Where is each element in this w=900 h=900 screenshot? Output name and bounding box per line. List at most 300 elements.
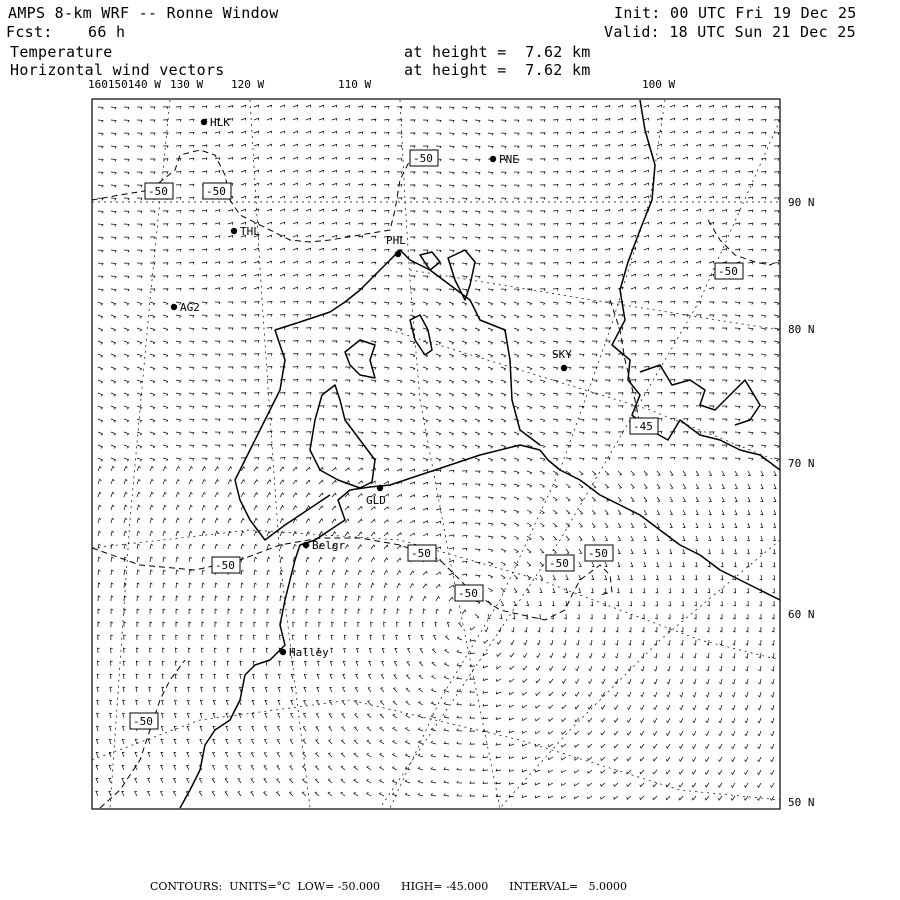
wind-vector — [280, 183, 285, 185]
wind-vector — [553, 393, 558, 396]
wind-vector — [592, 419, 597, 421]
wind-vector — [758, 666, 761, 671]
wind-vector — [406, 741, 411, 745]
wind-vector — [575, 744, 579, 747]
coast-inland — [235, 330, 330, 540]
wind-vector — [215, 288, 220, 290]
wind-vector — [501, 224, 506, 226]
wind-vector — [527, 419, 532, 422]
wind-vector — [371, 197, 376, 199]
wind-vector — [150, 146, 155, 148]
wind-vector — [228, 315, 233, 317]
wind-vector — [514, 198, 519, 200]
wind-vector — [319, 302, 324, 304]
wind-vector — [431, 741, 436, 744]
wind-vector — [605, 380, 610, 382]
wind-vector — [470, 716, 475, 718]
wind-vector — [761, 484, 763, 489]
wind-vector — [358, 302, 363, 304]
wind-vector — [449, 354, 454, 357]
wind-vector — [436, 328, 441, 331]
wind-vector — [267, 354, 272, 356]
wind-vector — [291, 714, 293, 719]
wind-vector — [536, 705, 540, 708]
field-2-height: at height = 7.62 km — [404, 61, 591, 79]
wind-vector — [202, 505, 205, 510]
wind-vector — [176, 250, 181, 252]
wind-vector — [332, 445, 337, 447]
wind-vector — [410, 133, 415, 135]
wind-vector — [774, 198, 779, 200]
wind-vector — [501, 185, 506, 187]
wind-vector — [423, 133, 428, 135]
wind-vector — [683, 261, 688, 263]
wind-vector — [410, 380, 415, 383]
wind-vector — [384, 558, 388, 562]
wind-vector — [449, 406, 454, 409]
wind-vector — [483, 666, 488, 668]
wind-vector — [371, 171, 376, 173]
wind-vector — [371, 393, 376, 396]
wind-vector — [733, 627, 735, 632]
wind-vector — [761, 419, 766, 422]
wind-vector — [670, 367, 675, 369]
wind-vector — [215, 583, 218, 588]
wind-vector — [277, 740, 280, 744]
wind-vector — [579, 419, 584, 421]
wind-vector — [553, 120, 558, 122]
wind-vector — [293, 287, 298, 289]
wind-vector — [695, 562, 697, 567]
wind-vector — [579, 458, 584, 460]
wind-vector — [709, 131, 714, 133]
wind-vector — [640, 783, 644, 787]
wind-vector — [306, 367, 311, 369]
wind-vector — [527, 185, 532, 187]
wind-vector — [670, 328, 675, 330]
wind-vector — [110, 674, 112, 679]
wind-vector — [618, 261, 623, 263]
wind-vector — [264, 779, 267, 783]
wind-vector — [722, 445, 727, 447]
wind-vector — [522, 757, 527, 759]
wind-vector — [605, 223, 610, 225]
wind-vector — [254, 341, 259, 343]
wind-vector — [653, 770, 657, 774]
wind-vector — [137, 185, 142, 187]
wind-vector — [228, 635, 230, 640]
wind-vector — [163, 458, 168, 461]
wind-vector — [614, 731, 618, 735]
contour-label-value: -50 — [458, 587, 478, 600]
wind-vector — [176, 315, 181, 318]
wind-vector — [189, 315, 194, 318]
wind-vector — [358, 275, 363, 277]
wind-vector — [722, 406, 727, 408]
wind-vector — [592, 158, 597, 160]
wind-vector — [137, 622, 139, 627]
wind-vector — [670, 497, 673, 502]
wind-vector — [280, 196, 285, 198]
wind-vector — [280, 531, 283, 536]
wind-vector — [670, 157, 675, 159]
wind-vector — [432, 662, 436, 666]
wind-vector — [150, 354, 155, 357]
wind-vector — [215, 210, 220, 212]
wind-vector — [527, 393, 532, 396]
wind-vector — [475, 289, 480, 291]
wind-vector — [759, 627, 761, 632]
wind-vector — [731, 770, 735, 774]
wind-vector — [358, 171, 363, 173]
wind-vector — [618, 484, 621, 488]
contour-label-value: -50 — [133, 715, 153, 728]
wind-vector — [614, 757, 618, 761]
wind-vector — [757, 796, 761, 800]
wind-vector — [576, 653, 579, 658]
wind-vector — [696, 144, 701, 146]
wind-vector — [162, 674, 164, 679]
wind-vector — [122, 765, 124, 770]
wind-vector — [566, 393, 571, 396]
wind-vector — [319, 493, 323, 497]
lon-line-120w — [250, 100, 310, 808]
wind-vector — [761, 236, 766, 238]
wind-vector — [579, 262, 584, 264]
wind-vector — [601, 770, 605, 773]
wind-vector — [397, 571, 401, 575]
wind-vector — [410, 211, 415, 213]
wind-vector — [254, 105, 259, 107]
wind-vector — [514, 263, 519, 265]
wind-vector — [549, 705, 553, 709]
wind-vector — [163, 479, 166, 484]
wind-vector — [355, 688, 358, 692]
wind-vector — [575, 692, 579, 696]
wind-vector — [189, 197, 194, 199]
wind-vector — [483, 743, 488, 745]
wind-vector — [657, 380, 662, 382]
wind-vector — [241, 635, 243, 640]
wind-vector — [579, 510, 583, 514]
wind-vector — [358, 458, 363, 460]
wind-vector — [330, 661, 332, 666]
wind-vector — [431, 715, 436, 718]
wind-vector — [514, 601, 516, 606]
wind-vector — [601, 718, 605, 722]
wind-vector — [418, 767, 423, 770]
wind-vector — [436, 380, 441, 383]
wind-vector — [111, 570, 114, 575]
wind-vector — [137, 263, 142, 265]
wind-vector — [342, 727, 345, 731]
wind-vector — [163, 302, 168, 305]
wind-vector — [527, 224, 532, 226]
wind-vector — [254, 406, 259, 408]
wind-vector — [770, 770, 774, 775]
wind-vector — [670, 523, 672, 528]
wind-vector — [137, 315, 142, 318]
wind-vector — [175, 661, 177, 666]
wind-vector — [98, 557, 101, 562]
wind-vector — [774, 185, 779, 187]
wind-vector — [449, 289, 454, 291]
wind-vector — [462, 484, 467, 486]
wind-vector — [397, 263, 402, 265]
wind-vector — [605, 484, 609, 488]
wind-vector — [228, 236, 233, 238]
wind-vector — [241, 406, 246, 408]
wind-vector — [253, 648, 255, 653]
wind-vector — [462, 172, 467, 174]
wind-vector — [761, 354, 766, 357]
wind-vector — [176, 419, 181, 422]
wind-vector — [254, 261, 259, 263]
wind-vector — [553, 588, 555, 593]
wind-vector — [436, 584, 440, 588]
forecast-label: Fcst: — [6, 23, 53, 41]
wind-vector — [124, 406, 129, 409]
wind-vector — [644, 406, 649, 408]
wind-vector — [488, 302, 493, 305]
wind-vector — [774, 237, 779, 239]
wind-vector — [254, 287, 259, 289]
wind-vector — [605, 393, 610, 395]
wind-vector — [227, 661, 229, 666]
wind-vector — [423, 224, 428, 226]
wind-vector — [239, 713, 241, 718]
wind-vector — [670, 248, 675, 250]
contour-footer: CONTOURS: UNITS=°C LOW= -50.000 HIGH= -45.000 INTERVAL= 5.0000 — [150, 880, 628, 893]
wind-vector — [644, 196, 649, 198]
contour-label-value: -50 — [148, 185, 168, 198]
wind-vector — [449, 172, 454, 174]
wind-vector — [267, 157, 272, 159]
wind-vector — [540, 133, 545, 135]
wind-vector — [501, 536, 506, 539]
wind-vector — [124, 445, 129, 448]
wind-vector — [760, 523, 762, 528]
wind-vector — [137, 328, 142, 331]
wind-vector — [579, 236, 584, 238]
wind-vector — [759, 653, 761, 658]
wind-vector — [501, 406, 506, 409]
wind-vector — [345, 119, 350, 121]
wind-vector — [421, 635, 423, 640]
wind-vector — [319, 622, 321, 627]
wind-vector — [150, 518, 153, 523]
wind-vector — [667, 692, 670, 697]
wind-vector — [462, 211, 467, 213]
wind-vector — [748, 262, 753, 264]
wind-vector — [475, 510, 480, 512]
wind-vector — [462, 224, 467, 226]
wind-vector — [306, 118, 311, 120]
wind-vector — [655, 627, 657, 632]
wind-vector — [110, 700, 112, 705]
wind-vector — [137, 146, 142, 148]
wind-vector — [161, 752, 163, 757]
wind-vector — [397, 120, 402, 122]
wind-vector — [744, 783, 748, 787]
wind-vector — [202, 380, 207, 382]
wind-vector — [592, 510, 595, 514]
wind-vector — [397, 354, 402, 357]
wind-vector — [215, 236, 220, 238]
wind-vector — [369, 662, 371, 667]
wind-vector — [457, 690, 462, 692]
wind-vector — [747, 588, 749, 593]
wind-vector — [644, 458, 649, 460]
wind-vector — [306, 131, 311, 133]
wind-vector — [436, 302, 441, 305]
wind-vector — [734, 549, 736, 554]
wind-vector — [683, 274, 688, 276]
wind-vector — [149, 687, 151, 692]
wind-vector — [475, 146, 480, 148]
wind-vector — [641, 692, 644, 697]
wind-vector — [496, 756, 501, 758]
wind-vector — [566, 549, 569, 553]
wind-vector — [457, 663, 462, 666]
wind-vector — [630, 588, 632, 593]
wind-vector — [709, 287, 714, 289]
wind-vector — [315, 792, 319, 796]
wind-vector — [124, 518, 127, 523]
wind-vector — [345, 171, 350, 173]
wind-vector — [488, 510, 493, 513]
wind-vector — [748, 288, 753, 290]
wind-vector — [189, 249, 194, 251]
wind-vector — [708, 536, 710, 541]
wind-vector — [761, 315, 766, 318]
wind-vector — [202, 315, 207, 317]
wind-vector — [188, 700, 190, 705]
wind-vector — [748, 406, 753, 409]
wind-vector — [202, 158, 207, 160]
wind-vector — [514, 250, 519, 252]
wind-vector — [254, 467, 258, 471]
wind-vector — [199, 792, 202, 796]
wind-vector — [719, 666, 722, 671]
wind-vector — [124, 185, 129, 187]
wind-vector — [709, 523, 711, 528]
wind-vector — [705, 757, 709, 761]
wind-vector — [772, 614, 774, 619]
wind-vector — [137, 583, 139, 588]
wind-vector — [371, 622, 373, 627]
wind-vector — [618, 131, 623, 133]
station-label-gld: GLD — [366, 494, 386, 507]
wind-vector — [501, 510, 506, 513]
wind-vector — [137, 466, 141, 471]
wind-vector — [188, 687, 190, 692]
wind-vector — [137, 445, 142, 448]
wind-vector — [215, 380, 220, 382]
wind-vector — [163, 570, 166, 575]
wind-vector — [290, 766, 293, 770]
wind-vector — [345, 197, 350, 199]
wind-vector — [696, 341, 701, 343]
wind-vector — [774, 289, 779, 291]
wind-vector — [540, 536, 544, 540]
wind-vector — [202, 445, 207, 447]
wind-vector — [748, 236, 753, 238]
wind-vector — [693, 692, 696, 697]
wind-vector — [709, 393, 714, 395]
wind-vector — [631, 393, 636, 395]
wind-vector — [189, 531, 192, 536]
wind-vector — [565, 588, 567, 593]
wind-vector — [150, 380, 155, 383]
wind-vector — [332, 328, 337, 330]
wind-vector — [605, 288, 610, 290]
wind-vector — [720, 627, 722, 632]
wind-vector — [345, 158, 350, 160]
wind-vector — [745, 666, 748, 671]
wind-vector — [540, 237, 545, 239]
wind-vector — [410, 276, 415, 278]
wind-vector — [771, 692, 774, 697]
wind-vector — [748, 497, 750, 502]
wind-vector — [163, 467, 167, 472]
wind-vector — [527, 549, 531, 553]
wind-vector — [696, 196, 701, 198]
wind-vector — [592, 445, 597, 447]
wind-vector — [319, 235, 324, 237]
wind-vector — [696, 222, 701, 224]
wind-vector — [536, 744, 541, 747]
wind-vector — [627, 705, 631, 709]
wind-vector — [137, 367, 142, 370]
wind-vector — [549, 679, 553, 683]
wind-vector — [436, 172, 441, 174]
wind-vector — [371, 507, 375, 510]
wind-vector — [602, 666, 605, 671]
wind-vector — [475, 393, 480, 396]
wind-vector — [189, 236, 194, 238]
wind-vector — [657, 144, 662, 146]
wind-vector — [631, 287, 636, 289]
wind-vector — [644, 497, 647, 501]
wind-vector — [614, 718, 618, 722]
wind-vector — [280, 248, 285, 250]
wind-vector — [653, 796, 657, 800]
wind-vector — [602, 640, 605, 645]
wind-vector — [682, 588, 684, 593]
wind-vector — [189, 171, 194, 173]
wind-vector — [293, 432, 298, 434]
wind-vector — [592, 275, 597, 277]
wind-vector — [722, 249, 727, 251]
wind-vector — [332, 458, 337, 460]
wind-vector — [514, 146, 519, 148]
wind-vector — [293, 222, 298, 224]
wind-vector — [215, 419, 220, 421]
wind-vector — [514, 315, 519, 318]
wind-vector — [680, 679, 683, 684]
wind-vector — [381, 688, 384, 692]
wind-vector — [98, 328, 103, 331]
wind-vector — [436, 432, 441, 435]
wind-vector — [111, 341, 116, 344]
wind-vector — [670, 484, 673, 488]
wind-vector — [631, 380, 636, 382]
lat-line-50n — [92, 700, 780, 800]
wind-vector — [137, 276, 142, 278]
wind-vector — [380, 766, 384, 770]
wind-vector — [278, 687, 280, 692]
